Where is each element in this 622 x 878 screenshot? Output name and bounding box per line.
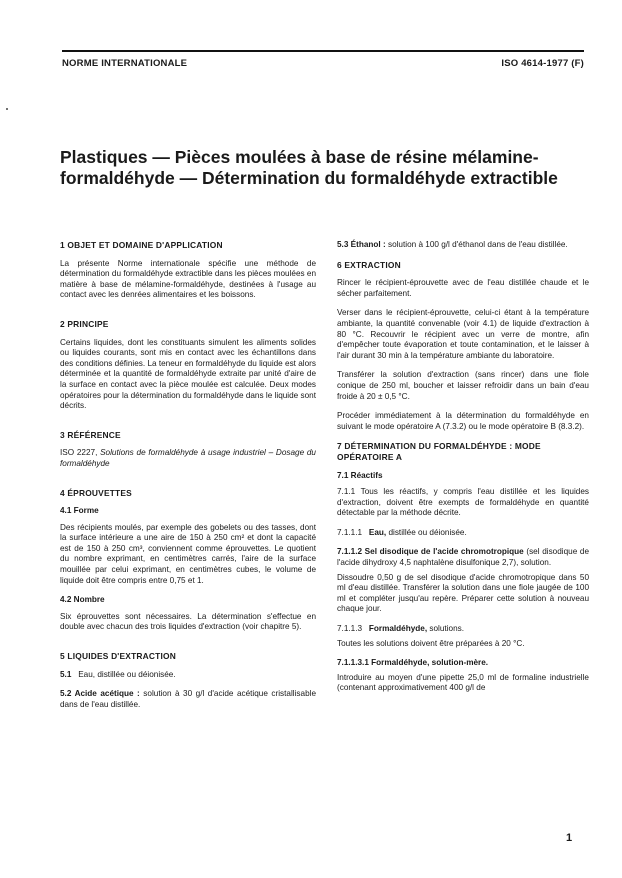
section-5-1	[60, 670, 316, 681]
section-4-2-body: Six éprouvettes sont nécessaires. La détermination s'effectue en double avec chacun des trois liquides d'extraction (voir chapitre 5).	[60, 611, 316, 632]
header-standard-type: NORME INTERNATIONALE	[62, 58, 188, 69]
section-6-para-2: Verser dans le récipient-éprouvette, celui-ci étant à la température ambiante, la quantité convenable (voir 4.1) de liquide d'extraction à 80 °C. Recouvrir le récipient avec un verre de montre, afin d'empêcher toute évaporation et toute contamination, et le laisser à l'air durant 30 min à la température ambiante du laboratoire.	[337, 308, 589, 360]
section-7-1-1-2-label: 7.1.1.2 Sel disodique de l'acide chromotropique	[337, 547, 524, 557]
section-3-heading: 3 RÉFÉRENCE	[60, 429, 121, 440]
section-6-para-1: Rincer le récipient-éprouvette avec de l'eau distillée chaude et le sécher parfaitement.	[337, 278, 589, 298]
section-5-2	[60, 689, 316, 710]
section-7-1-1: 7.1.1 Tous les réactifs, y compris l'eau distillée et les liquides d'extraction, doivent être exempts de formaldéhyde en quantité détectable par la méthode décrite.	[337, 487, 589, 518]
section-6-para-3: Transférer la solution d'extraction (sans rincer) dans une fiole conique de 250 ml, boucher et laisser refroidir dans un bain d'eau froide à 20 ± 0,5 °C.	[337, 370, 589, 401]
section-7-1-1-1-text: distillée ou déionisée.	[388, 527, 467, 537]
section-5-heading: 5 LIQUIDES D'EXTRACTION	[60, 651, 176, 662]
section-7-1-1-3	[337, 624, 589, 635]
section-7-1-1-2-body: Dissoudre 0,50 g de sel disodique d'acide chromotropique dans 50 ml d'eau distillée. Transférer la solution dans une fiole jaugée de 100 ml et compléter jusqu'au repère. Préparer cette solution à nouveau chaque jour.	[337, 572, 589, 614]
section-3-body	[60, 448, 316, 469]
section-7-1-1-1-number: 7.1.1.1	[337, 527, 363, 537]
header-standard-number: ISO 4614-1977 (F)	[501, 58, 584, 69]
section-6-para-4: Procéder immédiatement à la détermination du formaldéhyde en suivant le mode opératoire A (7.3.2) ou le mode opératoire B (8.3.2).	[337, 411, 589, 431]
section-4-1-body: Des récipients moulés, par exemple des gobelets ou des tasses, dont la surface intérieure a une aire de 150 à 250 cm² et dont la capacité est de 150 à 250 cm³, conviennent comme éprouvettes. Le quotient du nombre exprimant, en centimètres carrés, l'aire de la surface mouillée par celui exprimant, en centimètres cubes, le volume de liquide doit être compris entre 0,75 et 1.	[60, 522, 316, 585]
section-2-heading: 2 PRINCIPE	[60, 318, 109, 329]
section-7-1-1-3-text: solutions.	[429, 624, 464, 634]
scan-speck	[6, 108, 8, 110]
section-1-body: La présente Norme internationale spécifie une méthode de détermination du formaldéhyde extractible dans les pièces moulées en matière à base de mélamine-formaldéhyde, destinées à l'usage au contact avec les denrées alimentaires et les boissons.	[60, 258, 316, 300]
document-title: Plastiques — Pièces moulées à base de résine mélamine-formaldéhyde — Détermination du formaldéhyde extractible	[60, 147, 558, 188]
page-number: 1	[566, 832, 573, 844]
section-1-heading: 1 OBJET ET DOMAINE D'APPLICATION	[60, 240, 223, 250]
right-column	[337, 240, 589, 703]
section-7-1-1-3-1-label: 7.1.1.3.1 Formaldéhyde, solution-mère.	[337, 658, 489, 668]
section-7-1-1-2	[337, 547, 589, 568]
section-7-heading: 7 DÉTERMINATION DU FORMALDÉHYDE : MODE OPÉRATOIRE A	[337, 441, 541, 462]
section-5-1-text: Eau, distillée ou déionisée.	[78, 669, 176, 679]
section-5-1-number: 5.1	[60, 669, 72, 679]
section-6-heading: 6 EXTRACTION	[337, 259, 401, 270]
left-column	[60, 240, 316, 719]
running-header	[62, 50, 584, 69]
section-4-1-heading: 4.1 Forme	[60, 506, 99, 516]
section-5-3	[337, 240, 589, 251]
section-7-1-1-3-number: 7.1.1.3	[337, 624, 363, 634]
section-7-1-1-2-text: (sel disodique de l'acide dihydroxy 4,5 naphtalène disulfonique 2,7), solution.	[337, 547, 589, 568]
section-5-3-label: 5.3 Éthanol :	[337, 240, 386, 249]
reference-number: ISO 2227,	[60, 448, 98, 458]
section-7-1-heading: 7.1 Réactifs	[337, 470, 383, 480]
section-7-1-1-3-1-body: Introduire au moyen d'une pipette 25,0 ml de formaline industrielle (contenant approximativement 400 g/l de	[337, 672, 589, 693]
section-7-1-1-1-term: Eau,	[368, 527, 387, 537]
section-7-1-1-3-body: Toutes les solutions doivent être préparées à 20 °C.	[337, 638, 525, 648]
section-7-1-1-1	[337, 528, 589, 539]
reference-title: Solutions de formaldéhyde à usage industriel – Dosage du formaldéhyde	[60, 448, 316, 468]
section-2-body: Certains liquides, dont les constituants simulent les aliments solides ou liquides courants, sont mis en contact avec les échantillons dans des conditions définies. La teneur en formaldéhyde du liquide est alors déterminée et la quantité de formaldéhyde extraite par unité d'aire de la surface en contact avec la pièce moulée est calculée. Deux modes opératoires pour la détermination du formaldéhyde dans le liquide sont décrits.	[60, 337, 316, 411]
section-4-2-heading: 4.2 Nombre	[60, 595, 105, 605]
section-5-3-text: solution à 100 g/l d'éthanol dans de l'eau distillée.	[387, 240, 568, 249]
section-7-1-1-3-1-heading	[337, 658, 589, 669]
section-5-2-text: solution à 30 g/l d'acide acétique cristallisable dans de l'eau distillée.	[60, 689, 316, 709]
section-5-2-label: 5.2 Acide acétique :	[60, 689, 140, 699]
section-7-1-1-3-term: Formaldéhyde,	[368, 624, 428, 634]
section-4-heading: 4 ÉPROUVETTES	[60, 487, 132, 498]
